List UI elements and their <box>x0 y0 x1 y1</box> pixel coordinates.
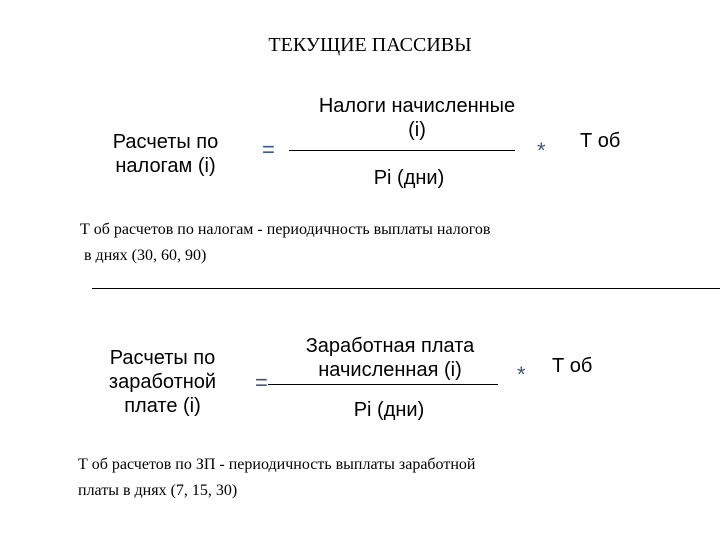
note1-line2: в днях (30, 60, 90) <box>80 247 207 264</box>
formula1-multiply-sign: * <box>537 138 546 163</box>
formula1-numerator-line1: Налоги начисленные <box>318 95 516 117</box>
formula2-denominator: Pi (дни) <box>353 399 425 421</box>
note2-line1: Т об расчетов по ЗП - периодичность выплаты заработной <box>78 456 476 473</box>
formula2-lhs <box>95 346 230 418</box>
formula1-denominator: Pi (дни) <box>373 167 445 189</box>
formula2-numerator <box>280 334 500 382</box>
formula1-equals-sign: = <box>262 137 275 162</box>
formula2-fraction-bar <box>268 384 498 385</box>
page-title: ТЕКУЩИЕ ПАССИВЫ <box>268 34 472 56</box>
formula2-multiply-sign: * <box>517 362 526 387</box>
formula2-lhs-line2: заработной <box>108 371 217 393</box>
formula2-numerator-line2: начисленная (i) <box>318 359 462 381</box>
note2-line2: платы в днях (7, 15, 30) <box>78 482 238 499</box>
formula1-numerator <box>288 94 546 142</box>
formula2-numerator-line1: Заработная плата <box>305 335 475 357</box>
formula2-lhs-line1: Расчеты по <box>109 347 216 369</box>
formula1-lhs-line1: Расчеты по <box>112 131 219 153</box>
section-divider <box>92 288 720 289</box>
formula1-lhs <box>98 130 233 178</box>
formula2-lhs-line3: плате (i) <box>124 395 201 417</box>
formula1-fraction-bar <box>289 150 515 151</box>
formula2-equals-sign: = <box>255 370 268 395</box>
formula1-numerator-line2: (i) <box>408 119 426 141</box>
formula1-lhs-line2: налогам (i) <box>115 155 216 177</box>
note1-line1: Т об расчетов по налогам - периодичность выплаты налогов <box>80 221 491 238</box>
formula2-factor: Т об <box>552 355 593 377</box>
formula1-factor: Т об <box>580 130 621 152</box>
